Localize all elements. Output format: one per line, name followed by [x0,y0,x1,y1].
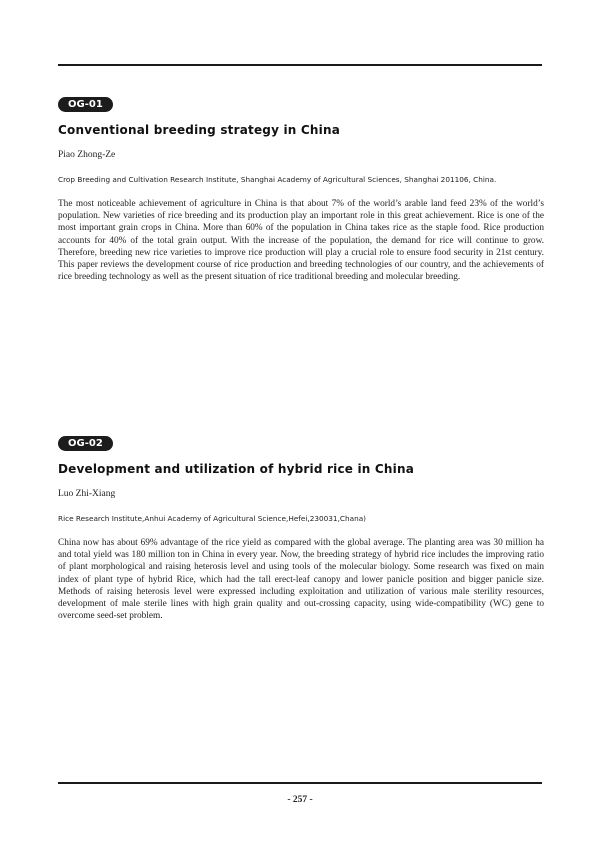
abstract-title: Development and utilization of hybrid rice in China [58,462,415,476]
abstract-affiliation: Rice Research Institute,Anhui Academy of Agricultural Science,Hefei,230031,Chana) [58,514,367,523]
abstract-body: The most noticeable achievement of agriculture in China is that about 7% of the world’s arable land feed 23% of the world’s population. New varieties of rice breeding and its production play an important role in this great achievement. Rice is one of the most important grain crops in China. More than 60% of the population in China takes rice as the staple food. Rice production accounts for 40% of the total grain output. With the increase of the population, the demand for rice will continue to grow. Therefore, breeding new rice varieties to improve rice production will play a crucial role to ensure food security in 21st century. This paper reviews the development course of rice production and breeding technologies of our country, and the achievements of rice breeding technology as well as the present situation of rice traditional breeding and molecular breeding. [58,199,544,283]
abstract-code-badge: OG-02 [58,436,113,451]
header-rule [58,64,542,66]
abstract-title: Conventional breeding strategy in China [58,123,341,137]
page-number: - 257 - [287,795,313,805]
abstract-author: Piao Zhong-Ze [58,150,116,160]
abstract-affiliation: Crop Breeding and Cultivation Research Institute, Shanghai Academy of Agricultural Sciences, Shanghai 201106, China. [58,175,497,184]
abstract-section-og-02 [58,433,544,622]
abstract-section-og-01 [58,94,544,283]
abstract-code-badge: OG-01 [58,97,113,112]
footer-rule [58,782,542,784]
abstract-body: China now has about 69% advantage of the rice yield as compared with the global average. The planting area was 30 million ha and total yield was 180 million ton in China in every year. Now, the breeding strategy of hybrid rice includes the improving ratio of plant morphological and raising heterosis level and using tools of the molecular biology. Some research was fixed on main index of plant type of hybrid Rice, which had the tall erect-leaf canopy and lower panicle position and bigger panicle size. Methods of raising heterosis level were expressed including exploitation and utilization of various male sterility resources, development of male sterile lines with high grain quality and out-crossing capacity, using wide-compatibility (WC) gene to overcome seed-set problem. [58,538,544,622]
abstract-author: Luo Zhi-Xiang [58,489,116,499]
